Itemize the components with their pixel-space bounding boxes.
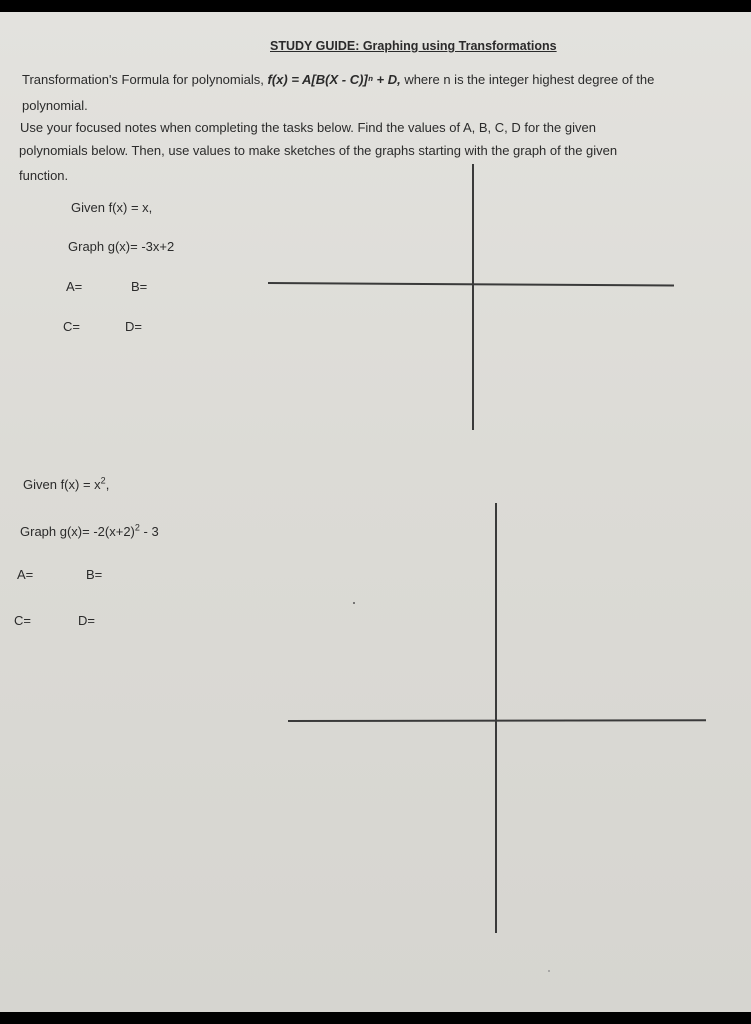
problem1-b-label: B= [131, 279, 148, 294]
problem2-given-suffix: , [105, 477, 110, 492]
instructions-line-1: Use your focused notes when completing the tasks below. Find the values of A, B, C, D for the given [20, 120, 596, 135]
graph1-x-axis [268, 282, 674, 286]
problem1-c-label: C= [63, 319, 80, 334]
graph2-x-axis [288, 719, 706, 721]
problem2-c-label: C= [14, 613, 31, 628]
problem2-a-label: A= [17, 567, 34, 582]
formula-suffix: where n is the integer highest degree of the [400, 72, 655, 87]
paper-speck [548, 970, 550, 972]
graph1-y-axis [472, 164, 474, 430]
problem2-d-label: D= [78, 613, 95, 628]
problem2-graph-suffix: - 3 [139, 524, 159, 539]
paper-speck [353, 602, 355, 604]
problem2-b-label: B= [86, 567, 103, 582]
graph2-y-axis [495, 503, 497, 933]
problem2-graph-prefix: Graph g(x)= -2(x+2) [20, 524, 135, 539]
problem1-d-label: D= [125, 319, 142, 334]
worksheet-page [0, 12, 751, 1012]
problem1-graph: Graph g(x)= -3x+2 [68, 239, 175, 254]
instructions-line-2: polynomials below. Then, use values to make sketches of the graphs starting with the graph of the given [19, 143, 618, 158]
problem2-graph-exponent: 2 [134, 522, 140, 533]
transformation-formula: f(x) = A[B(X - C)]ⁿ + D, [267, 72, 401, 87]
problem2-given [23, 477, 109, 493]
problem2-given-prefix: Given f(x) = x [23, 477, 101, 492]
problem1-a-label: A= [66, 279, 83, 294]
instructions-line-3: function. [19, 168, 69, 183]
formula-prefix: Transformation's Formula for polynomials, [22, 72, 268, 87]
formula-line-2: polynomial. [22, 98, 88, 113]
problem2-graph [20, 524, 159, 540]
photo-border-bottom [0, 1012, 751, 1024]
page-title: STUDY GUIDE: Graphing using Transformations [270, 39, 557, 53]
formula-line [22, 72, 654, 88]
problem2-given-exponent: 2 [100, 475, 106, 486]
problem1-given: Given f(x) = x, [71, 200, 153, 215]
